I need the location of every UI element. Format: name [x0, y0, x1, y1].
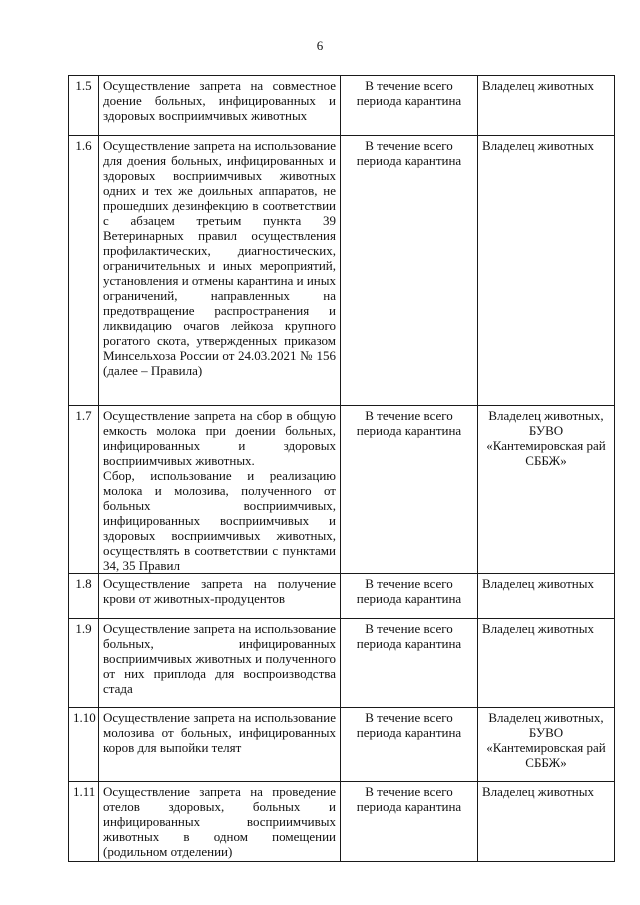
term-text: В течение всего периода карантина — [341, 708, 478, 782]
measure-text — [99, 619, 341, 708]
row-number: 1.5 — [69, 76, 99, 136]
measure-text — [99, 708, 341, 782]
term-text: В течение всего периода карантина — [341, 619, 478, 708]
responsible-text: Владелец животных — [478, 782, 615, 862]
table-row — [69, 76, 615, 136]
responsible-text: Владелец животных — [478, 76, 615, 136]
row-number: 1.10 — [69, 708, 99, 782]
responsible-text: Владелец животных, БУВО «Кантемировская рай СББЖ» — [478, 708, 615, 782]
responsible-text: Владелец животных — [478, 574, 615, 619]
term-text: В течение всего периода карантина — [341, 782, 478, 862]
row-number: 1.8 — [69, 574, 99, 619]
measure-text — [99, 136, 341, 406]
term-text: В течение всего периода карантина — [341, 136, 478, 406]
measure-paragraph: Сбор, использование и реализацию молока и молозива, полученного от больных восприимчивых, инфицированных восприимчивых и здоровых восприимчивых животных, осуществлять в соответствии с пунктами 34, 35 Правил — [103, 468, 336, 573]
row-number: 1.6 — [69, 136, 99, 406]
measure-text — [99, 76, 341, 136]
responsible-text: Владелец животных — [478, 136, 615, 406]
term-text: В течение всего периода карантина — [341, 76, 478, 136]
measure-text — [99, 574, 341, 619]
measure-paragraph: Осуществление запрета на использование молозива от больных, инфицированных коров для выпойки телят — [103, 710, 336, 755]
responsible-text: Владелец животных — [478, 619, 615, 708]
term-text: В течение всего периода карантина — [341, 406, 478, 574]
measures-table — [68, 75, 615, 862]
table-row — [69, 574, 615, 619]
measure-paragraph: Осуществление запрета на совместное доение больных, инфицированных и здоровых восприимчивых животных — [103, 78, 336, 123]
term-text: В течение всего периода карантина — [341, 574, 478, 619]
row-number: 1.11 — [69, 782, 99, 862]
page-number: 6 — [316, 38, 324, 53]
measure-text — [99, 782, 341, 862]
table-row — [69, 782, 615, 862]
measure-paragraph: Осуществление запрета на сбор в общую емкость молока при доении больных, инфицированных и здоровых восприимчивых животных. — [103, 408, 336, 468]
measure-paragraph: Осуществление запрета на проведение отелов здоровых, больных и инфицированных восприимчивых животных в одном помещении (родильном отделении) — [103, 784, 336, 859]
table-row — [69, 708, 615, 782]
table-row — [69, 619, 615, 708]
measure-paragraph: Осуществление запрета на использование больных, инфицированных восприимчивых животных и полученного от них приплода для воспроизводства стада — [103, 621, 336, 696]
responsible-text: Владелец животных, БУВО «Кантемировская рай СББЖ» — [478, 406, 615, 574]
row-number: 1.7 — [69, 406, 99, 574]
measure-paragraph: Осуществление запрета на получение крови от животных-продуцентов — [103, 576, 336, 606]
row-number: 1.9 — [69, 619, 99, 708]
table-row — [69, 136, 615, 406]
measure-paragraph: Осуществление запрета на использование для доения больных, инфицированных и здоровых восприимчивых животных одних и тех же доильных аппаратов, не прошедших дезинфекцию в соответствии с абзацем третьим пункта 39 Ветеринарных правил осуществления профилактических, диагностических, ограничительных и иных мероприятий, установления и отмены карантина и иных ограничений, направленных на предотвращение распространения и ликвидацию очагов лейкоза крупного рогатого скота, утвержденных приказом Минсельхоза России от 24.03.2021 № 156 (далее – Правила) — [103, 138, 336, 378]
measure-text — [99, 406, 341, 574]
table-row — [69, 406, 615, 574]
